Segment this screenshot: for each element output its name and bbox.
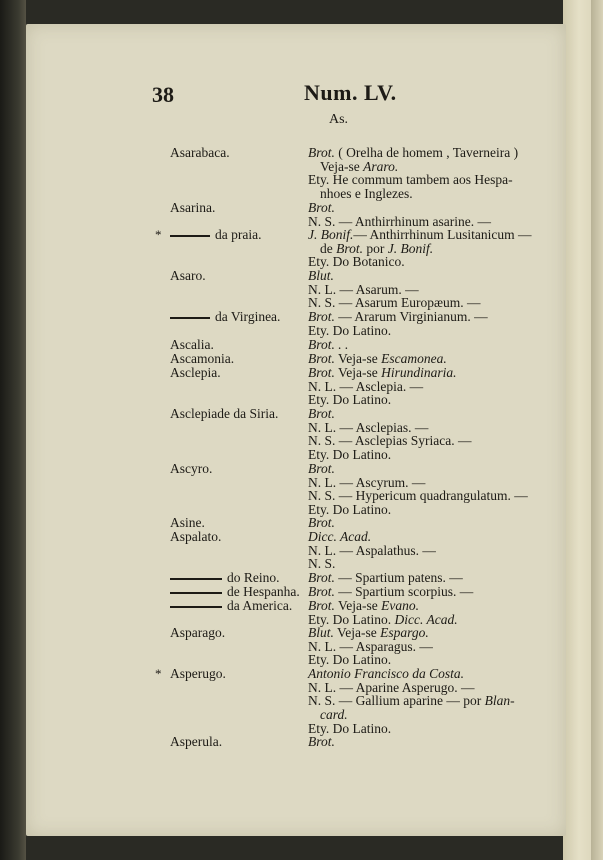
- entry-lemma: [170, 227, 261, 243]
- definition-text: — Ararum Virginianum. —: [334, 309, 488, 324]
- entry-lemma: [170, 268, 206, 284]
- definition-text: Veja-se: [334, 365, 382, 380]
- definition-text: Ety. Do Latino.: [308, 720, 392, 736]
- source-reference: Brot.: [308, 598, 335, 613]
- source-reference: Brot.: [308, 145, 335, 160]
- definition-text: ( Orelha de homem , Taverneira ): [334, 145, 519, 160]
- entry-marker: *: [155, 666, 162, 681]
- definition-text: N. L. — Aparine Asperugo. —: [308, 679, 475, 695]
- source-reference: Brot.: [336, 240, 363, 256]
- entry-lemma-text: Asine.: [170, 515, 205, 530]
- definition-text: de: [320, 240, 337, 256]
- definition-text: Ety. Do Latino.: [308, 322, 392, 338]
- definition-text: por: [363, 240, 388, 256]
- cross-reference: Espargo.: [380, 625, 429, 640]
- entry-lemma: [170, 406, 278, 422]
- entry-lemma-text: Asarabaca.: [170, 145, 230, 160]
- entry-lemma-text: da America.: [227, 598, 293, 613]
- entry-lemma-text: Asperula.: [170, 734, 223, 749]
- entry-lemma: [170, 309, 280, 325]
- entry-lemma-text: Ascyro.: [170, 461, 213, 476]
- source-reference: Dicc. Acad.: [308, 529, 372, 544]
- page-title: Num. LV.: [304, 80, 397, 105]
- section-heading: As.: [329, 112, 349, 127]
- definition-text: — Spartium patens. —: [334, 570, 463, 585]
- source-reference: Brot.: [308, 515, 335, 530]
- entry-definition-line: [308, 734, 335, 750]
- ditto-dash: [170, 235, 210, 237]
- entry-lemma: [170, 734, 222, 750]
- source-reference: Brot.: [308, 351, 335, 366]
- definition-text: — Spartium scorpius. —: [334, 584, 474, 599]
- entry-lemma-text: do Reino.: [227, 570, 280, 585]
- source-reference: Brot.: [308, 584, 335, 599]
- definition-text: Ety. Do Latino.: [308, 611, 395, 627]
- definition-text: N. L. — Asarum. —: [308, 281, 419, 297]
- source-reference: Brot. . .: [308, 337, 349, 352]
- definition-text: Veja-se: [333, 625, 381, 640]
- source-reference: Blut.: [308, 268, 334, 283]
- entry-lemma: [170, 145, 230, 161]
- entry-lemma-text: Asclepia.: [170, 365, 221, 380]
- cross-reference: Blan-: [484, 693, 515, 709]
- definition-text: Ety. Do Latino.: [308, 447, 392, 463]
- ditto-dash: [170, 592, 222, 594]
- source-reference: J. Bonif.: [308, 227, 354, 242]
- entry-lemma-text: da praia.: [215, 227, 262, 242]
- entry-lemma: [170, 598, 292, 614]
- definition-text: N. S. — Gallium aparine — por: [308, 693, 485, 709]
- definition-text: N. S. — Asarum Europæum. —: [308, 295, 481, 311]
- source-reference: Blut.: [308, 625, 334, 640]
- definition-text: Ety. He commum tambem aos Hespa-: [308, 172, 513, 188]
- source-reference: Brot.: [308, 365, 335, 380]
- cross-reference: Araro.: [363, 158, 399, 174]
- entry-lemma-text: de Hespanha.: [227, 584, 300, 599]
- source-reference: Dicc. Acad.: [394, 611, 458, 627]
- entry-lemma-text: Asaro.: [170, 268, 206, 283]
- definition-text: N. L. — Aspalathus. —: [308, 542, 436, 558]
- book-spine: [0, 0, 26, 860]
- definition-text: N. S. — Anthirrhinum asarine. —: [308, 213, 491, 229]
- definition-text: Veja-se: [334, 598, 382, 613]
- source-reference: card.: [320, 707, 348, 723]
- entry-lemma: [170, 365, 221, 381]
- source-reference: Brot.: [308, 734, 335, 749]
- definition-text: Veja-se: [320, 158, 364, 174]
- source-reference: J. Bonif.: [387, 240, 434, 256]
- definition-text: — Anthirrhinum Lusitanicum —: [353, 227, 532, 242]
- source-reference: Brot.: [308, 200, 335, 215]
- entry-lemma-text: Aspalato.: [170, 529, 222, 544]
- source-reference: Brot.: [308, 309, 335, 324]
- source-reference: Brot.: [308, 570, 335, 585]
- entry-lemma-text: Asclepiade da Siria.: [170, 406, 279, 421]
- source-reference: Antonio Francisco da Costa.: [308, 666, 464, 681]
- cross-reference: Hirundinaria.: [381, 365, 457, 380]
- definition-text: Veja-se: [334, 351, 382, 366]
- entry-lemma-text: Ascalia.: [170, 337, 214, 352]
- entry-lemma: [170, 461, 212, 477]
- entry-lemma-text: da Virginea.: [215, 309, 281, 324]
- definition-text: Ety. Do Latino.: [308, 652, 392, 668]
- ditto-dash: [170, 317, 210, 319]
- source-reference: Brot.: [308, 461, 335, 476]
- definition-text: N. L. — Ascyrum. —: [308, 474, 426, 490]
- entry-lemma-text: Asperugo.: [170, 666, 226, 681]
- entry-lemma-text: Asparago.: [170, 625, 226, 640]
- entry-lemma: [170, 666, 226, 682]
- definition-text: N. L. — Asparagus. —: [308, 638, 433, 654]
- entry-lemma: [170, 200, 215, 216]
- definition-text: N. S.: [308, 556, 336, 572]
- entry-lemma: [170, 529, 221, 545]
- definition-text: nhoes e Inglezes.: [320, 186, 413, 202]
- source-reference: Brot.: [308, 406, 335, 421]
- ditto-dash: [170, 578, 222, 580]
- definition-text: N. S. — Hypericum quadrangulatum. —: [308, 488, 528, 504]
- page-number: 38: [152, 82, 174, 107]
- ditto-dash: [170, 606, 222, 608]
- entry-lemma: [170, 625, 225, 641]
- cross-reference: Escamonea.: [381, 351, 447, 366]
- entry-lemma-text: Asarina.: [170, 200, 216, 215]
- cross-reference: Evano.: [381, 598, 419, 613]
- entry-marker: *: [155, 227, 162, 242]
- definition-text: Ety. Do Latino.: [308, 502, 392, 518]
- entry-lemma-text: Ascamonia.: [170, 351, 235, 366]
- definition-text: Ety. Do Latino.: [308, 392, 392, 408]
- facing-page-shadow: [591, 0, 603, 860]
- definition-text: N. L. — Asclepias. —: [308, 419, 429, 435]
- definition-text: N. S. — Asclepias Syriaca. —: [308, 433, 472, 449]
- definition-text: Ety. Do Botanico.: [308, 254, 405, 270]
- definition-text: N. L. — Asclepia. —: [308, 378, 424, 394]
